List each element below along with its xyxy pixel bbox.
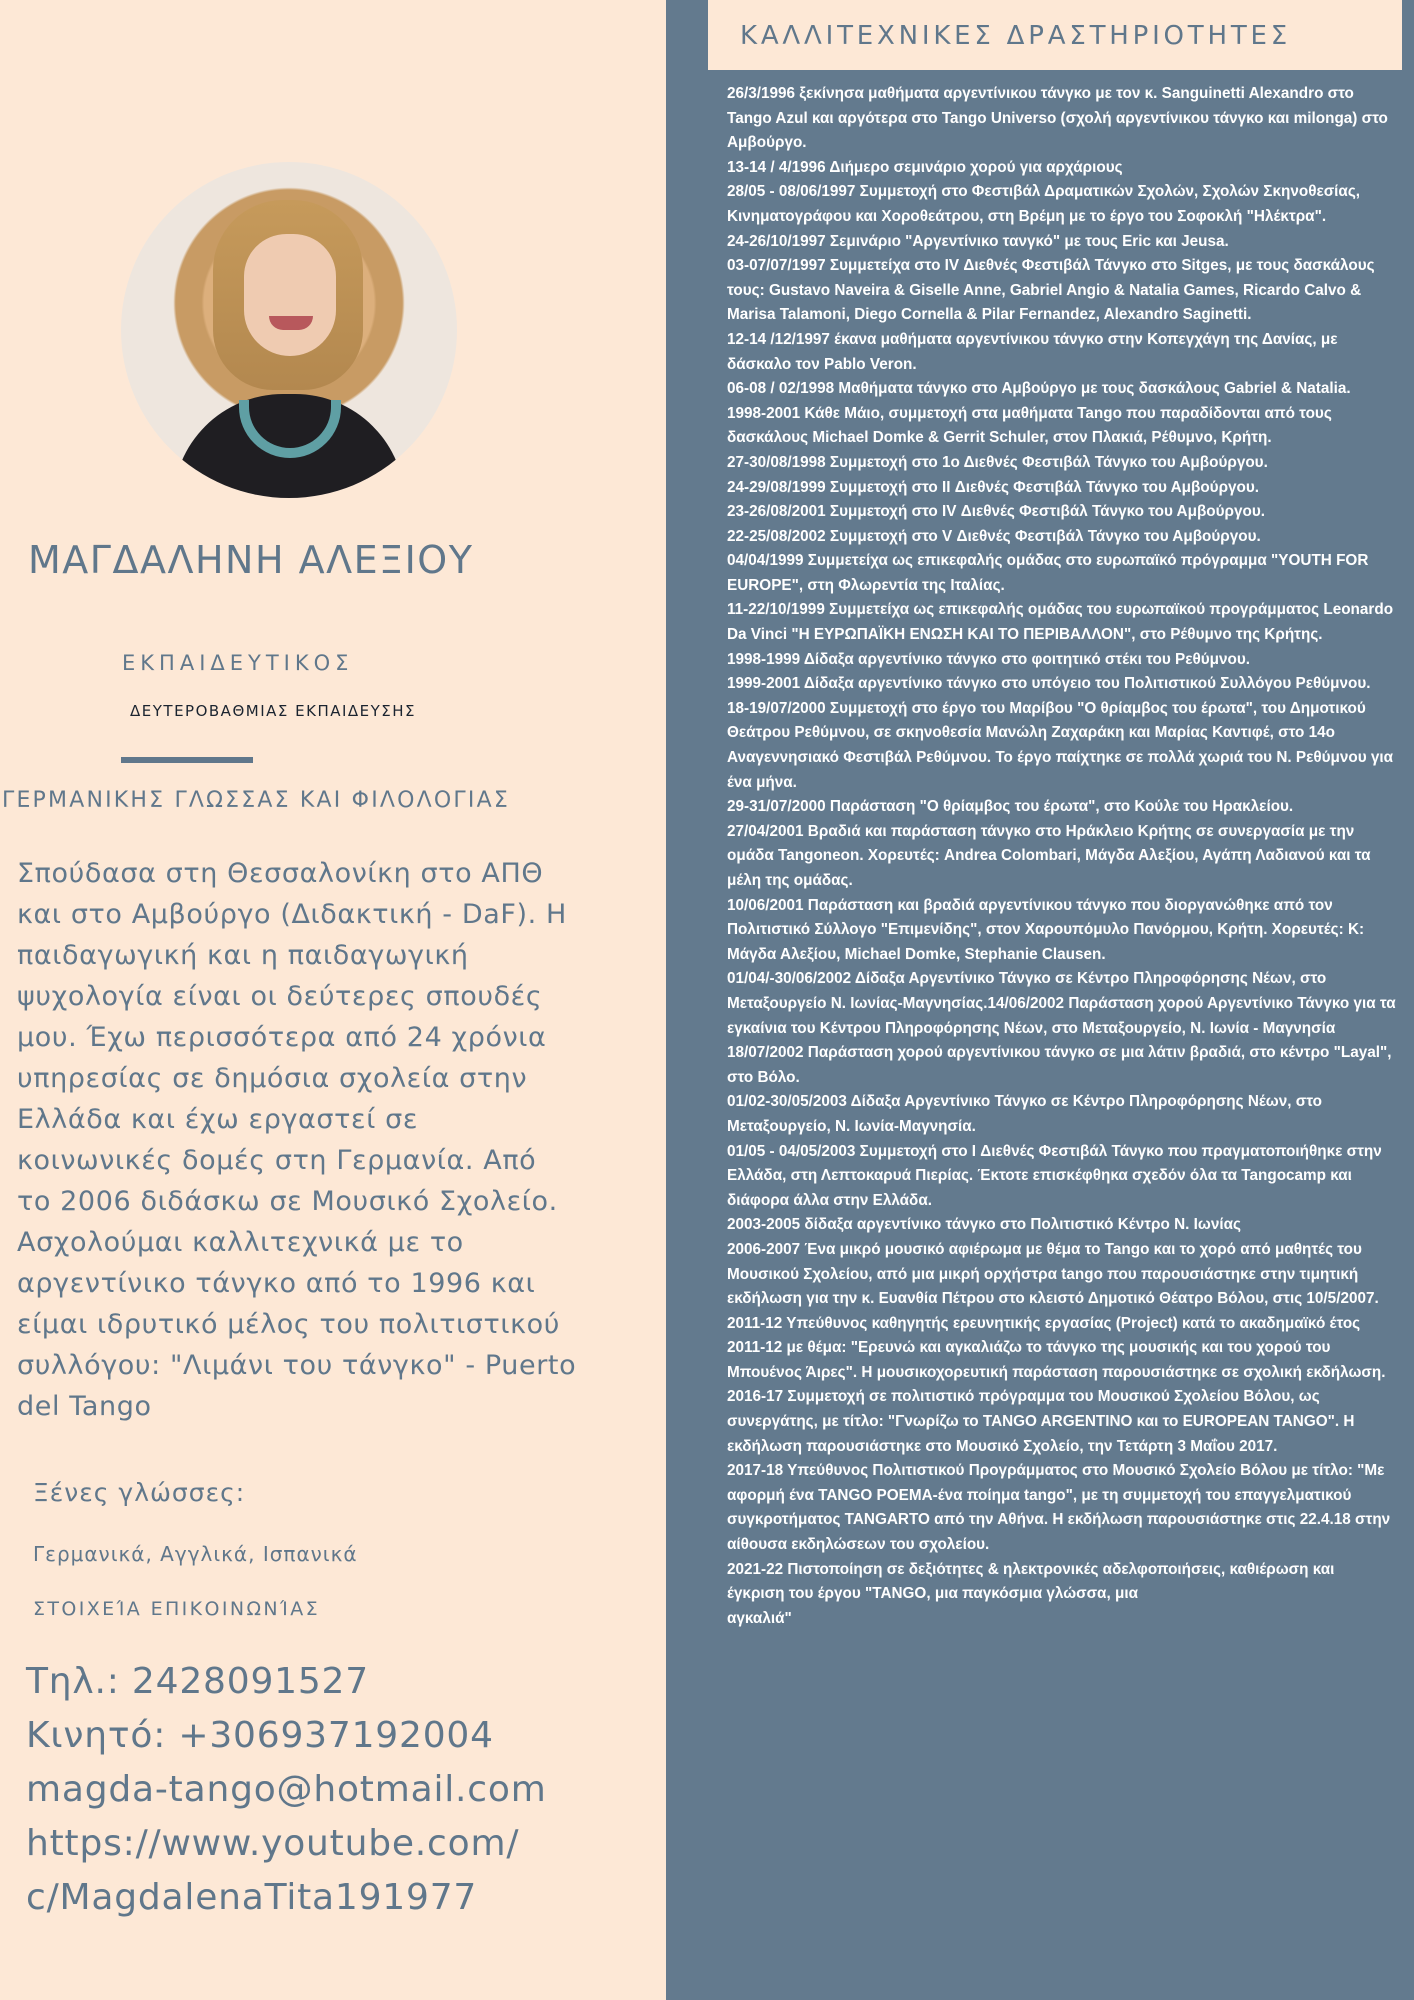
- activity-entry: 26/3/1996 ξεκίνησα μαθήματα αργεντίνικου τάνγκο με τον κ. Sanguinetti Alexandro στο Tango Azul και αργότερα στο Tango Universo (σχολή αργεντίνικου τάνγκο και milonga) στο Αμβούργο.: [727, 85, 1388, 152]
- activity-entry: 18/07/2002 Παράσταση χορού αργεντίνικου τάνγκο σε μια λάτιν βραδιά, στο κέντρο "Layal", στο Βόλο.: [727, 1044, 1392, 1086]
- activity-entry: αγκαλιά": [727, 1609, 792, 1627]
- activities-list: [727, 82, 1397, 1631]
- activity-entry: 1999-2001 Δίδαξα αργεντίνικο τάνγκο στο υπόγειο του Πολιτιστικού Συλλόγου Ρεθύμνου.: [727, 675, 1371, 693]
- activity-entry: 24-26/10/1997 Σεμινάριο "Αργεντίνικο τανγκό" με τους Eric και Jeusa.: [727, 232, 1229, 250]
- activity-entry: 03-07/07/1997 Συμμετείχα στο IV Διεθνές Φεστιβάλ Τάνγκο στο Sitges, με τους δασκάλους τους: Gustavo Naveira & Giselle Anne, Gabriel Angio & Natalia Games, Ricardo Calvo & Marisa Talamoni, Diego Cornella & Pilar Fernandez, Alexandro Saginetti.: [727, 257, 1375, 324]
- activity-entry: 2017-18 Υπεύθυνος Πολιτιστικού Προγράμματος στο Μουσικό Σχολείο Βόλου με τίτλο: "Με αφορμή ένα TANGO POEMA-ένα ποίημα tango", με τη συμμετοχή του επαγγελματικού συγκροτήματος TANGARTO από την Αθήνα. Η εκδήλωση παρουσιάστηκε στις 22.4.18 στην αίθουσα εκδηλώσεων του σχολείου.: [727, 1462, 1391, 1554]
- phone-number: Τηλ.: 2428091527: [26, 1661, 369, 1702]
- activity-entry: 27-30/08/1998 Συμμετοχή στο 1ο Διεθνές Φεστιβάλ Τάνγκο του Αμβούργου.: [727, 453, 1268, 471]
- activity-entry: 06-08 / 02/1998 Μαθήματα τάνγκο στο Αμβούργο με τους δασκάλους Gabriel & Natalia.: [727, 380, 1351, 398]
- activity-entry: 2016-17 Συμμετοχή σε πολιτιστικό πρόγραμμα του Μουσικού Σχολείου Βόλου, ως συνεργάτης, με τίτλο: "Γνωρίζω το TANGO ARGENTINO και το EUROPEAN TANGO". Η εκδήλωση παρουσιάστηκε στο Μουσικό Σχολείο, την Τετάρτη 3 Μαΐου 2017.: [727, 1388, 1355, 1455]
- youtube-link-line2[interactable]: c/MagdalenaTita191977: [26, 1877, 478, 1918]
- contact-details: [26, 1655, 626, 1925]
- person-name: ΜΑΓΔΑΛΗΝΗ ΑΛΕΞΙΟΥ: [28, 538, 474, 582]
- activity-entry: 24-29/08/1999 Συμμετοχή στο II Διεθνές Φεστιβάλ Τάνγκο του Αμβούργου.: [727, 478, 1260, 496]
- photo-face: [244, 234, 336, 356]
- activity-entry: 27/04/2001 Βραδιά και παράσταση τάνγκο στο Ηράκλειο Κρήτης σε συνεργασία με την ομάδα Tangoneon. Χορευτές: Andrea Colombari, Μάγδα Αλεξίου, Αγάπη Λαδιανού και τα μέλη της ομάδας.: [727, 822, 1371, 889]
- activity-entry: 2006-2007 Ένα μικρό μουσικό αφιέρωμα με θέμα το Tango και το χορό από μαθητές του Μουσικού Σχολείου, από μια μικρή ορχήστρα tango που παρουσιάστηκε στην τιμητική εκδήλωση για την κ. Ευανθία Πέτρου στο κλειστό Δημοτικό Θέατρο Βόλου, στις 10/5/2007.: [727, 1240, 1379, 1308]
- contact-title: ΣΤΟΙΧΕΊΑ ΕΠΙΚΟΙΝΩΝΊΑΣ: [33, 1598, 320, 1620]
- activity-entry: 10/06/2001 Παράσταση και βραδιά αργεντίνικου τάνγκο που διοργανώθηκε από τον Πολιτιστικό Σύλλογο "Επιμενίδης", στον Χαρουπόμυλο Πανόρμου, Κρήτη. Χορευτές: Κ: Μάγδα Αλεξίου, Michael Domke, Stephanie Clausen.: [727, 896, 1365, 963]
- activity-entry: 2021-22 Πιστοποίηση σε δεξιότητες & ηλεκτρονικές αδελφοποιήσεις, καθιέρωση και: [727, 1560, 1335, 1578]
- activity-entry: 11-22/10/1999 Συμμετείχα ως επικεφαλής ομάδας του ευρωπαϊκού προγράμματος Leonardo Da Vinci "Η ΕΥΡΩΠΑΪΚΗ ΕΝΩΣΗ ΚΑΙ ΤΟ ΠΕΡΙΒΑΛΛΟΝ", στο Ρέθυμνο της Κρήτης.: [727, 601, 1394, 644]
- activity-entry: 1998-1999 Δίδαξα αργεντίνικο τάνγκο στο φοιτητικό στέκι του Ρεθύμνου.: [727, 650, 1251, 668]
- role-title: ΕΚΠΑΙΔΕΥΤΙΚΟΣ: [122, 651, 354, 675]
- languages-list: Γερμανικά, Αγγλικά, Ισπανικά: [33, 1542, 358, 1566]
- activity-entry: 12-14 /12/1997 έκανα μαθήματα αργεντίνικου τάνγκο στην Κοπεγχάγη της Δανίας, με δάσκαλο τον Pablo Veron.: [727, 330, 1338, 373]
- activity-entry: 01/04/-30/06/2002 Δίδαξα Αργεντίνικο Τάνγκο σε Κέντρο Πληροφόρησης Νέων, στο Μεταξουργείο Ν. Ιωνίας-Μαγνησίας.14/06/2002 Παράσταση χορού Αργεντίνικο Τάνγκο για τα εγκαίνια του Κέντρου Πληροφόρησης Νέων, στο Μεταξουργείο, Ν. Ιωνία - Μαγνησία: [727, 970, 1396, 1037]
- biography: Σπούδασα στη Θεσσαλονίκη στο ΑΠΘ και στο Αμβούργο (Διδακτική - DaF). Η παιδαγωγική και η παιδαγωγική ψυχολογία είναι οι δεύτερες σπουδές μου. Έχω περισσότερα από 24 χρόνια υπηρεσίας σε δημόσια σχολεία στην Ελλάδα και έχω εργαστεί σε κοινωνικές δομές στη Γερμανία. Από το 2006 διδάσκω σε Μουσικό Σχολείο. Ασχολούμαι καλλιτεχνικά με το αργεντίνικο τάνγκο από το 1996 και είμαι ιδρυτικό μέλος του πολιτιστικού συλλόγου: "Λιμάνι του τάνγκο" - Puerto del Tango: [17, 858, 577, 1422]
- activity-entry: 2011-12 Υπεύθυνος καθηγητής ερευνητικής εργασίας (Project) κατά το ακαδημαϊκό έτος 2011-12 με θέμα: "Ερευνώ και αγκαλιάζω το τάνγκο της μουσικής και του χορού του Μπουένος Άιρες". Η μουσικοχορευτική παράσταση παρουσιάστηκε σε σχολική εκδήλωση.: [727, 1314, 1386, 1381]
- activity-entry: 23-26/08/2001 Συμμετοχή στο IV Διεθνές Φεστιβάλ Τάνγκο του Αμβούργου.: [727, 503, 1266, 521]
- activities-title: ΚΑΛΛΙΤΕΧΝΙΚΕΣ ΔΡΑΣΤΗΡΙΟΤΗΤΕΣ: [740, 21, 1291, 51]
- activity-entry: 01/05 - 04/05/2003 Συμμετοχή στο I Διεθνές Φεστιβάλ Τάνγκο που πραγματοποιήθηκε στην Ελλάδα, στη Λεπτοκαρυά Πιερίας. Έκτοτε επισκέφθηκα σχεδόν όλα τα Tangocamp και διάφορα άλλα στην Ελλάδα.: [727, 1142, 1382, 1209]
- profile-photo: [121, 162, 457, 498]
- mobile-number: Κινητό: +306937192004: [26, 1715, 494, 1756]
- activity-entry: 29-31/07/2000 Παράσταση "Ο θρίαμβος του έρωτα", στο Κούλε του Ηρακλείου.: [727, 798, 1294, 816]
- activity-entry: 22-25/08/2002 Συμμετοχή στο V Διεθνές Φεστιβάλ Τάνγκο του Αμβούργου.: [727, 527, 1261, 545]
- youtube-link-line1[interactable]: https://www.youtube.com/: [26, 1823, 520, 1864]
- education-level: ΔΕΥΤΕΡΟΒΑΘΜΙΑΣ ΕΚΠΑΙΔΕΥΣΗΣ: [130, 702, 417, 720]
- activity-entry: 1998-2001 Κάθε Μάιο, συμμετοχή στα μαθήματα Tango που παραδίδονται από τους δασκάλους Michael Domke & Gerrit Schuler, στον Πλακιά, Ρέθυμνο, Κρήτη.: [727, 404, 1332, 447]
- activity-entry: 13-14 / 4/1996 Διήμερο σεμινάριο χορού για αρχάριους: [727, 158, 1123, 176]
- activity-entry: 04/04/1999 Συμμετείχα ως επικεφαλής ομάδας στο ευρωπαϊκό πρόγραμμα "YOUTH FOR EUROPE", στη Φλωρεντία της Ιταλίας.: [727, 552, 1369, 594]
- activity-entry: 01/02-30/05/2003 Δίδαξα Αργεντίνικο Τάνγκο σε Κέντρο Πληροφόρησης Νέων, στο Μεταξουργείο, Ν. Ιωνία-Μαγνησία.: [727, 1093, 1322, 1135]
- activity-entry: έγκριση του έργου "TANGO, μια παγκόσμια γλώσσα, μια: [727, 1585, 1138, 1603]
- divider: [121, 757, 253, 763]
- activity-entry: 18-19/07/2000 Συμμετοχή στο έργο του Μαρίβου "Ο θρίαμβος του έρωτα", του Δημοτικού Θεάτρου Ρεθύμνου, σε σκηνοθεσία Μανώλη Ζαχαράκη και Μαρίας Καντιφέ, στο 14ο Αναγεννησιακό Φεστιβάλ Ρεθύμνου. Το έργο παίχτηκε σε πολλά χωριά του Ν. Ρεθύμνου για ένα μήνα.: [727, 699, 1394, 791]
- activity-entry: 2003-2005 δίδαξα αργεντίνικο τάνγκο στο Πολιτιστικό Κέντρο Ν. Ιωνίας: [727, 1216, 1241, 1234]
- activity-entry: 28/05 - 08/06/1997 Συμμετοχή στο Φεστιβάλ Δραματικών Σχολών, Σχολών Σκηνοθεσίας, Κινηματογράφου και Χοροθεάτρου, στη Βρέμη με το έργο του Σοφοκλή "Ηλέκτρα".: [727, 183, 1361, 225]
- email-link[interactable]: magda-tango@hotmail.com: [26, 1769, 547, 1810]
- subject-title: ΓΕΡΜΑΝΙΚΗΣ ΓΛΩΣΣΑΣ ΚΑΙ ΦΙΛΟΛΟΓΙΑΣ: [2, 788, 510, 813]
- languages-title: Ξένες γλώσσες:: [33, 1478, 246, 1507]
